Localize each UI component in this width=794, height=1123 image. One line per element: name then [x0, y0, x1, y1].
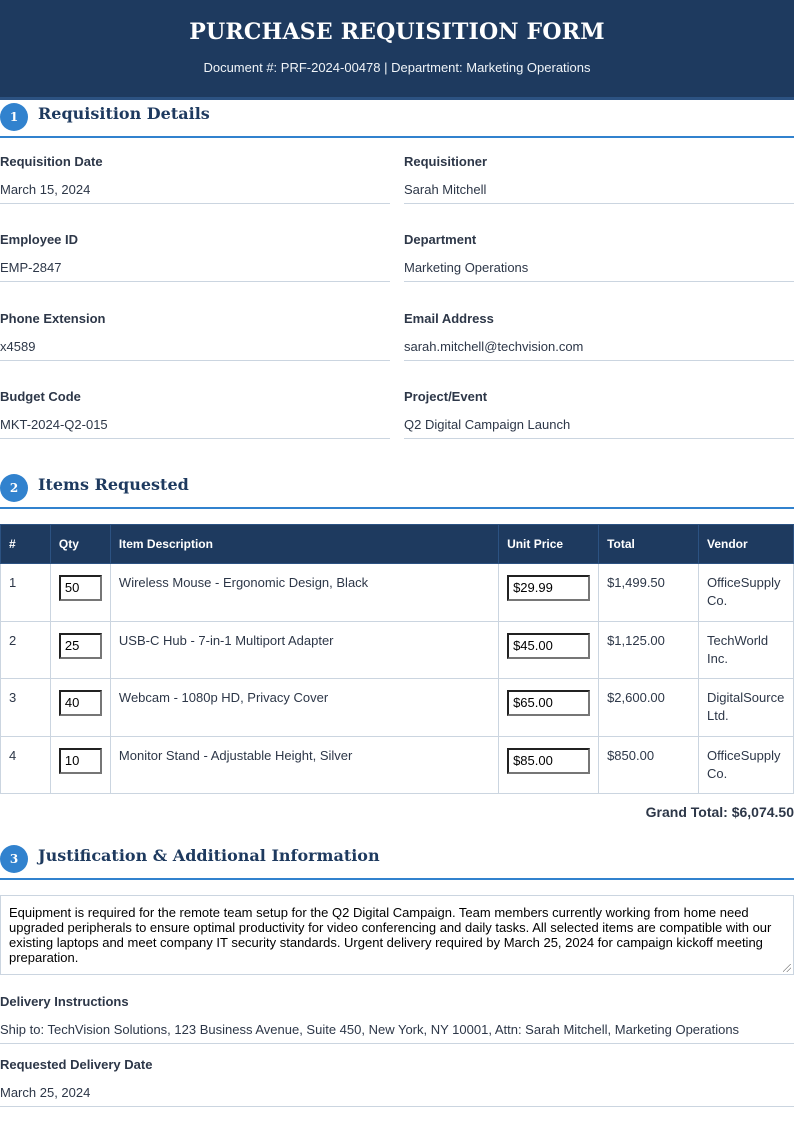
phone-extension-value[interactable]: x4589 [0, 339, 390, 361]
requisition-date-value[interactable]: March 15, 2024 [0, 182, 390, 204]
section-number-badge: 1 [0, 103, 28, 131]
section-header-requisition-details [0, 98, 794, 138]
column-header-total: Total [599, 525, 699, 564]
field-budget-code [0, 389, 390, 439]
vendor: OfficeSupply Co. [698, 736, 793, 794]
column-header-unit-price: Unit Price [499, 525, 599, 564]
employee-id-value[interactable]: EMP-2847 [0, 260, 390, 282]
item-description: USB-C Hub - 7-in-1 Multiport Adapter [110, 621, 498, 679]
unit-price-input[interactable]: $45.00 [507, 633, 590, 659]
line-total: $1,499.50 [599, 564, 699, 622]
field-label: Requested Delivery Date [0, 1057, 153, 1072]
qty-input[interactable]: 50 [59, 575, 102, 601]
table-row [1, 564, 794, 622]
field-delivery-instructions [0, 994, 794, 1044]
field-label: Phone Extension [0, 311, 106, 326]
department-value[interactable]: Marketing Operations [404, 260, 794, 282]
qty-cell [50, 621, 110, 679]
form-title: PURCHASE REQUISITION FORM [189, 19, 605, 45]
row-number: 1 [1, 564, 51, 622]
field-requested-delivery-date [0, 1057, 794, 1107]
form-header [0, 0, 794, 100]
vendor: DigitalSource Ltd. [698, 679, 793, 737]
field-label: Email Address [404, 311, 494, 326]
section-number-badge: 3 [0, 845, 28, 873]
justification-text: Equipment is required for the remote team setup for the Q2 Digital Campaign. Team members currently working from home need upgraded peripherals to ensure optimal productivity for video conferencing and daily tasks. All selected items are compatible with our existing laptops and meet company IT security standards. Urgent delivery required by March 25, 2024 for campaign kickoff meeting preparation. [9, 905, 772, 965]
field-requisitioner [404, 154, 794, 204]
row-number: 3 [1, 679, 51, 737]
email-value[interactable]: sarah.mitchell@techvision.com [404, 339, 794, 361]
field-label: Delivery Instructions [0, 994, 129, 1009]
section-title: Requisition Details [38, 104, 210, 123]
field-project [404, 389, 794, 439]
column-header-qty: Qty [50, 525, 110, 564]
unit-price-cell [499, 679, 599, 737]
table-row [1, 736, 794, 794]
section-title: Items Requested [38, 475, 189, 494]
qty-input[interactable]: 40 [59, 690, 102, 716]
unit-price-input[interactable]: $65.00 [507, 690, 590, 716]
unit-price-input[interactable]: $85.00 [507, 748, 590, 774]
project-value[interactable]: Q2 Digital Campaign Launch [404, 417, 794, 439]
budget-code-value[interactable]: MKT-2024-Q2-015 [0, 417, 390, 439]
table-row [1, 621, 794, 679]
item-description: Monitor Stand - Adjustable Height, Silver [110, 736, 498, 794]
form-subtitle: Document #: PRF-2024-00478 | Department: Marketing Operations [203, 60, 591, 75]
line-total: $850.00 [599, 736, 699, 794]
table-row [1, 679, 794, 737]
field-label: Project/Event [404, 389, 488, 404]
field-employee-id [0, 232, 390, 282]
unit-price-cell [499, 736, 599, 794]
qty-input[interactable]: 25 [59, 633, 102, 659]
vendor: OfficeSupply Co. [698, 564, 793, 622]
items-table [0, 524, 794, 794]
unit-price-cell [499, 621, 599, 679]
column-header-description: Item Description [110, 525, 498, 564]
grand-total: Grand Total: $6,074.50 [645, 804, 794, 820]
qty-input[interactable]: 10 [59, 748, 102, 774]
requisitioner-value[interactable]: Sarah Mitchell [404, 182, 794, 204]
row-number: 2 [1, 621, 51, 679]
resize-handle-icon[interactable] [783, 964, 791, 972]
unit-price-cell [499, 564, 599, 622]
field-phone-extension [0, 311, 390, 361]
field-department [404, 232, 794, 282]
section-title: Justification & Additional Information [38, 846, 380, 865]
vendor: TechWorld Inc. [698, 621, 793, 679]
qty-cell [50, 564, 110, 622]
column-header-number: # [1, 525, 51, 564]
justification-textarea[interactable] [0, 895, 794, 975]
row-number: 4 [1, 736, 51, 794]
item-description: Webcam - 1080p HD, Privacy Cover [110, 679, 498, 737]
line-total: $1,125.00 [599, 621, 699, 679]
field-email [404, 311, 794, 361]
unit-price-input[interactable]: $29.99 [507, 575, 590, 601]
qty-cell [50, 736, 110, 794]
field-label: Employee ID [0, 232, 79, 247]
field-label: Department [404, 232, 477, 247]
table-header-row [1, 525, 794, 564]
field-label: Budget Code [0, 389, 81, 404]
requested-delivery-date-value[interactable]: March 25, 2024 [0, 1085, 794, 1107]
field-label: Requisition Date [0, 154, 103, 169]
line-total: $2,600.00 [599, 679, 699, 737]
section-number-badge: 2 [0, 474, 28, 502]
delivery-instructions-value[interactable]: Ship to: TechVision Solutions, 123 Business Avenue, Suite 450, New York, NY 10001, Attn: Sarah Mitchell, Marketing Operations [0, 1022, 794, 1044]
item-description: Wireless Mouse - Ergonomic Design, Black [110, 564, 498, 622]
field-requisition-date [0, 154, 390, 204]
column-header-vendor: Vendor [698, 525, 793, 564]
field-label: Requisitioner [404, 154, 488, 169]
section-header-justification [0, 840, 794, 880]
qty-cell [50, 679, 110, 737]
section-header-items-requested [0, 469, 794, 509]
